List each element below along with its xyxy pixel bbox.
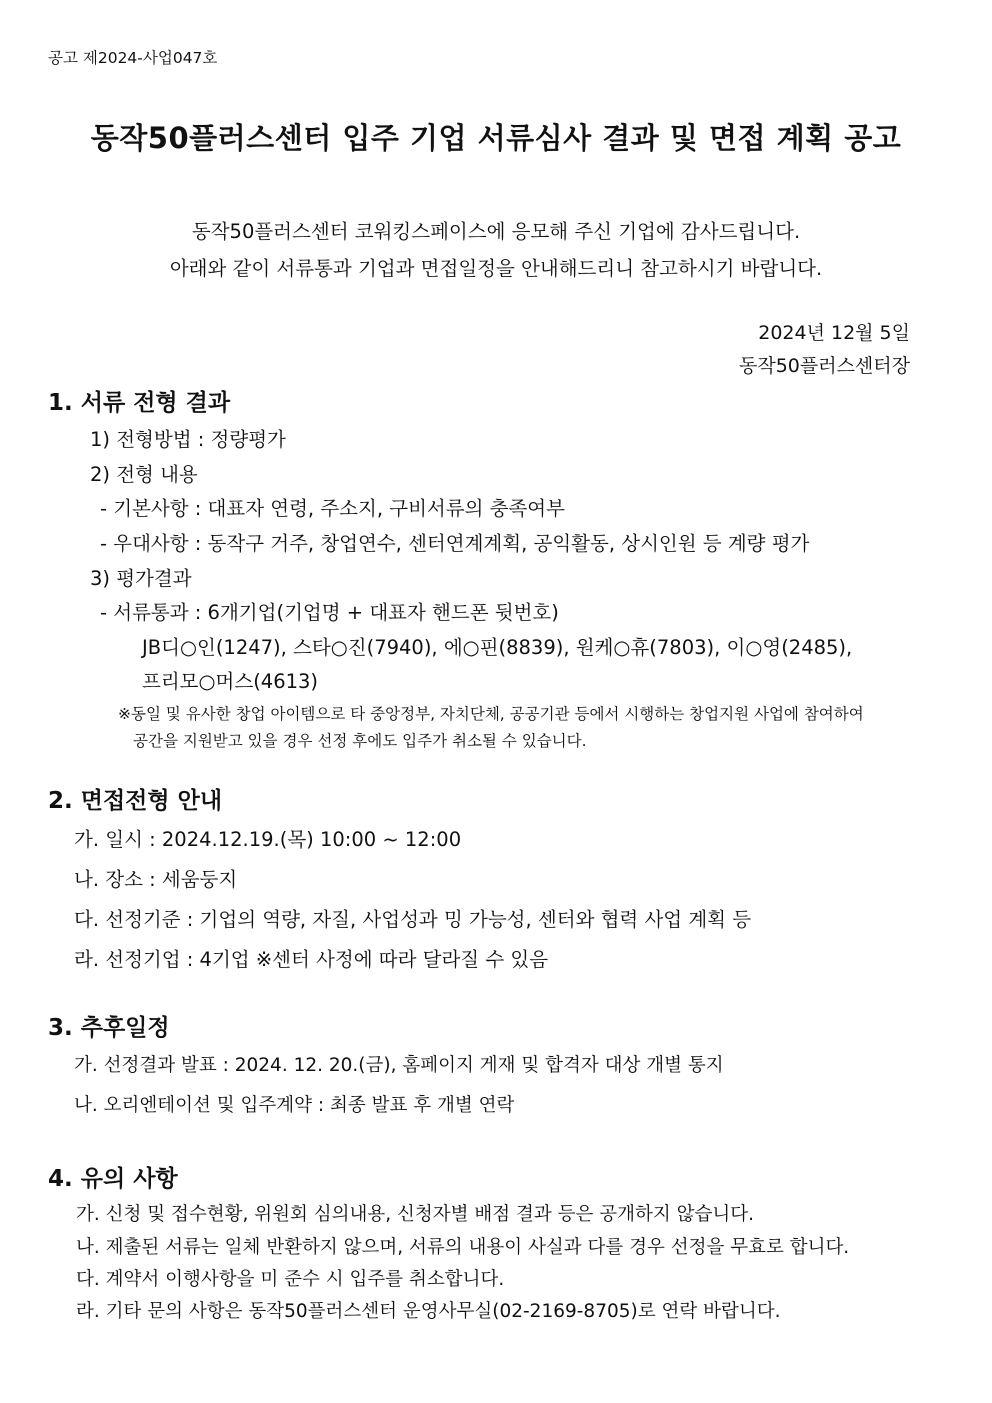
s2-item: 다. 선정기준 : 기업의 역량, 자질, 사업성과 밍 가능성, 센터와 협력 사업 계획 등 bbox=[74, 908, 752, 931]
s1-companies-line-1: JB디○인(1247), 스타○진(7940), 에○핀(8839), 원케○휴(7803), 이○영(2485), bbox=[142, 636, 853, 659]
s4-item: 가. 신청 및 접수현황, 위원회 심의내용, 신청자별 배점 결과 등은 공개하지 않습니다. bbox=[76, 1204, 754, 1225]
s1-method: 1) 전형방법 : 정량평가 bbox=[90, 428, 286, 451]
intro-line-1: 동작50플러스센터 코워킹스페이스에 응모해 주신 기업에 감사드립니다. bbox=[191, 220, 801, 243]
s4-item: 라. 기타 문의 사항은 동작50플러스센터 운영사무실(02-2169-8705)로 연락 바랍니다. bbox=[76, 1301, 781, 1322]
s1-passed: - 서류통과 : 6개기업(기업명 + 대표자 핸드폰 뒷번호) bbox=[100, 601, 559, 624]
s1-basic: - 기본사항 : 대표자 연령, 주소지, 구비서류의 충족여부 bbox=[100, 497, 565, 520]
s3-item: 나. 오리엔테이션 및 입주계약 : 최종 발표 후 개별 연락 bbox=[74, 1095, 515, 1116]
section-3-heading: 3. 추후일정 bbox=[48, 1015, 170, 1041]
notice-date: 2024년 12월 5일 bbox=[758, 322, 910, 344]
s2-item: 나. 장소 : 세움둥지 bbox=[74, 868, 238, 891]
s1-note-line-2: 공간을 지원받고 있을 경우 선정 후에도 입주가 취소될 수 있습니다. bbox=[133, 732, 587, 750]
s1-companies-line-2: 프리모○머스(4613) bbox=[142, 670, 319, 693]
s1-note-line-1: ※동일 및 유사한 창업 아이템으로 타 중앙정부, 자치단체, 공공기관 등에서 시행하는 창업지원 사업에 참여하여 bbox=[118, 705, 864, 723]
s4-item: 다. 계약서 이행사항을 미 준수 시 입주를 취소합니다. bbox=[76, 1269, 505, 1290]
s1-content-heading: 2) 전형 내용 bbox=[90, 463, 198, 486]
document-title: 동작50플러스센터 입주 기업 서류심사 결과 및 면접 계획 공고 bbox=[90, 121, 902, 155]
section-4-heading: 4. 유의 사항 bbox=[48, 1166, 178, 1192]
s2-item: 가. 일시 : 2024.12.19.(목) 10:00 ~ 12:00 bbox=[74, 828, 462, 851]
section-1-heading: 1. 서류 전형 결과 bbox=[48, 390, 231, 416]
s3-item: 가. 선정결과 발표 : 2024. 12. 20.(금), 홈페이지 게재 및 합격자 대상 개별 통지 bbox=[74, 1055, 724, 1076]
s4-item: 나. 제출된 서류는 일체 반환하지 않으며, 서류의 내용이 사실과 다를 경우 선정을 무효로 합니다. bbox=[76, 1237, 850, 1258]
s1-result-heading: 3) 평가결과 bbox=[90, 567, 192, 590]
notice-number: 공고 제2024-사업047호 bbox=[48, 49, 218, 67]
intro-line-2: 아래와 같이 서류통과 기업과 면접일정을 안내해드리니 참고하시기 바랍니다. bbox=[169, 257, 823, 280]
section-2-heading: 2. 면접전형 안내 bbox=[48, 788, 223, 814]
s1-preference: - 우대사항 : 동작구 거주, 창업연수, 센터연계계획, 공익활동, 상시인원 등 계량 평가 bbox=[100, 532, 810, 555]
issuer: 동작50플러스센터장 bbox=[738, 355, 910, 377]
s2-item: 라. 선정기업 : 4기업 ※센터 사정에 따라 달라질 수 있음 bbox=[74, 948, 549, 971]
